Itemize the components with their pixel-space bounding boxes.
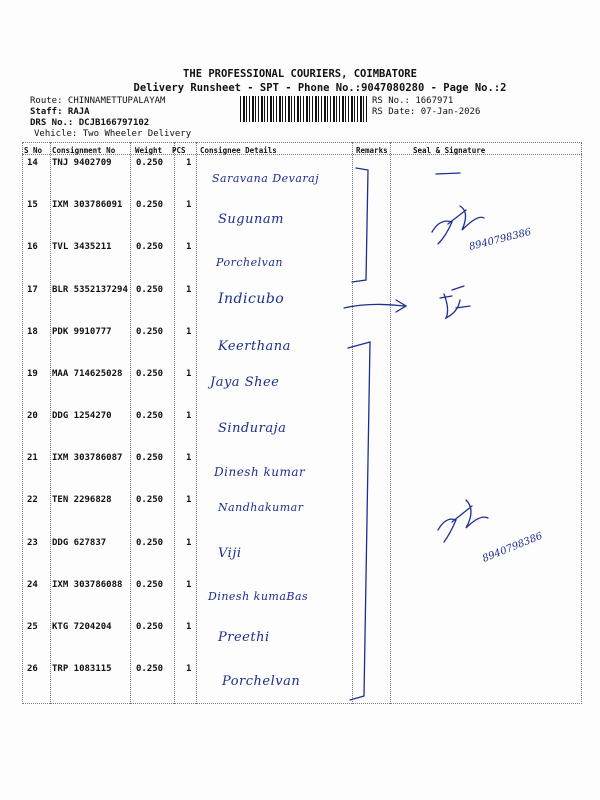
table-row xyxy=(22,622,582,662)
row-consignee-signature: Sugunam xyxy=(218,212,284,227)
row-sno: 21 xyxy=(27,453,38,463)
row-consignee-signature: Porchelvan xyxy=(216,256,283,269)
row-consignee-signature: Preethi xyxy=(218,630,270,645)
row-pcs: 1 xyxy=(186,538,192,548)
row-sno: 19 xyxy=(27,369,38,379)
table-row xyxy=(22,580,582,620)
row-sno: 18 xyxy=(27,327,38,337)
table-row xyxy=(22,664,582,704)
drs-number: DRS No.: DCJB166797102 xyxy=(30,118,150,128)
row-consignment: KTG 7204204 xyxy=(52,622,112,632)
row-weight: 0.250 xyxy=(136,158,164,168)
barcode xyxy=(240,96,368,122)
row-consignment: BLR 5352137294 xyxy=(52,285,128,295)
row-consignee-signature: Sinduraja xyxy=(218,421,287,436)
table-row xyxy=(22,495,582,535)
col-header-remarks: Remarks xyxy=(356,146,388,155)
row-sno: 16 xyxy=(27,242,38,252)
row-pcs: 1 xyxy=(186,495,192,505)
row-consignment: MAA 714625028 xyxy=(52,369,123,379)
company-title: THE PROFESSIONAL COURIERS, COIMBATORE xyxy=(183,68,417,80)
row-consignment: DDG 627837 xyxy=(52,538,107,548)
table-row xyxy=(22,327,582,367)
row-sno: 26 xyxy=(27,664,38,674)
row-sno: 14 xyxy=(27,158,38,168)
row-pcs: 1 xyxy=(186,664,192,674)
row-weight: 0.250 xyxy=(136,580,164,590)
row-pcs: 1 xyxy=(186,622,192,632)
row-consignment: IXM 303786091 xyxy=(52,200,123,210)
table-row xyxy=(22,453,582,493)
rs-date: RS Date: 07-Jan-2026 xyxy=(372,107,481,117)
col-header-weight: Weight xyxy=(135,146,163,155)
runsheet-subtitle: Delivery Runsheet - SPT - Phone No.:9047080280 - Page No.:2 xyxy=(133,82,507,94)
row-sno: 17 xyxy=(27,285,38,295)
row-pcs: 1 xyxy=(186,580,192,590)
row-sno: 23 xyxy=(27,538,38,548)
row-weight: 0.250 xyxy=(136,327,164,337)
row-weight: 0.250 xyxy=(136,242,164,252)
grid-line xyxy=(22,142,582,143)
row-pcs: 1 xyxy=(186,158,192,168)
col-header-sno: S No xyxy=(24,146,43,155)
row-pcs: 1 xyxy=(186,411,192,421)
row-pcs: 1 xyxy=(186,242,192,252)
row-consignee-signature: Indicubo xyxy=(218,291,285,307)
row-weight: 0.250 xyxy=(136,411,164,421)
row-consignee-signature: Keerthana xyxy=(218,339,291,354)
table-row xyxy=(22,158,582,198)
row-sno: 25 xyxy=(27,622,38,632)
row-sno: 24 xyxy=(27,580,38,590)
row-consignment: IXM 303786087 xyxy=(52,453,123,463)
route-label: Route: CHINNAMETTUPALAYAM xyxy=(30,96,166,106)
table-row xyxy=(22,242,582,282)
row-sno: 20 xyxy=(27,411,38,421)
phone-note: 8940798386 xyxy=(481,530,545,565)
row-weight: 0.250 xyxy=(136,622,164,632)
row-weight: 0.250 xyxy=(136,664,164,674)
vehicle-label: Vehicle: Two Wheeler Delivery xyxy=(34,129,192,139)
row-consignee-signature: Saravana Devaraj xyxy=(212,172,320,185)
row-consignee-signature: Nandhakumar xyxy=(218,501,304,514)
row-consignee-signature: Dinesh kumar xyxy=(214,465,306,479)
row-weight: 0.250 xyxy=(136,285,164,295)
col-header-seal: Seal & Signature xyxy=(413,146,486,155)
row-consignment: TNJ 9402709 xyxy=(52,158,112,168)
col-header-consignee: Consignee Details xyxy=(200,146,277,155)
phone-note: 8940798386 xyxy=(468,226,533,253)
row-sno: 15 xyxy=(27,200,38,210)
rs-number: RS No.: 1667971 xyxy=(372,96,454,106)
row-weight: 0.250 xyxy=(136,453,164,463)
row-consignee-signature: Jaya Shee xyxy=(210,375,280,390)
row-consignment: IXM 303786088 xyxy=(52,580,123,590)
row-weight: 0.250 xyxy=(136,200,164,210)
table-row xyxy=(22,200,582,240)
col-header-consignment: Consignment No xyxy=(52,146,116,155)
row-weight: 0.250 xyxy=(136,369,164,379)
row-sno: 22 xyxy=(27,495,38,505)
row-consignment: TRP 1083115 xyxy=(52,664,112,674)
row-pcs: 1 xyxy=(186,285,192,295)
row-consignment: TEN 2296828 xyxy=(52,495,112,505)
row-consignment: DDG 1254270 xyxy=(52,411,112,421)
row-consignee-signature: Porchelvan xyxy=(222,674,301,689)
row-weight: 0.250 xyxy=(136,538,164,548)
table-row xyxy=(22,369,582,409)
row-consignment: TVL 3435211 xyxy=(52,242,112,252)
row-pcs: 1 xyxy=(186,200,192,210)
table-row xyxy=(22,538,582,578)
row-pcs: 1 xyxy=(186,453,192,463)
row-consignment: PDK 9910777 xyxy=(52,327,112,337)
table-row xyxy=(22,411,582,451)
row-pcs: 1 xyxy=(186,327,192,337)
staff-label: Staff: RAJA xyxy=(30,107,90,117)
col-header-pcs: PCS xyxy=(172,146,186,155)
row-pcs: 1 xyxy=(186,369,192,379)
row-consignee-signature: Viji xyxy=(218,546,242,561)
row-consignee-signature: Dinesh kumaBas xyxy=(208,590,309,603)
row-weight: 0.250 xyxy=(136,495,164,505)
table-row xyxy=(22,285,582,325)
